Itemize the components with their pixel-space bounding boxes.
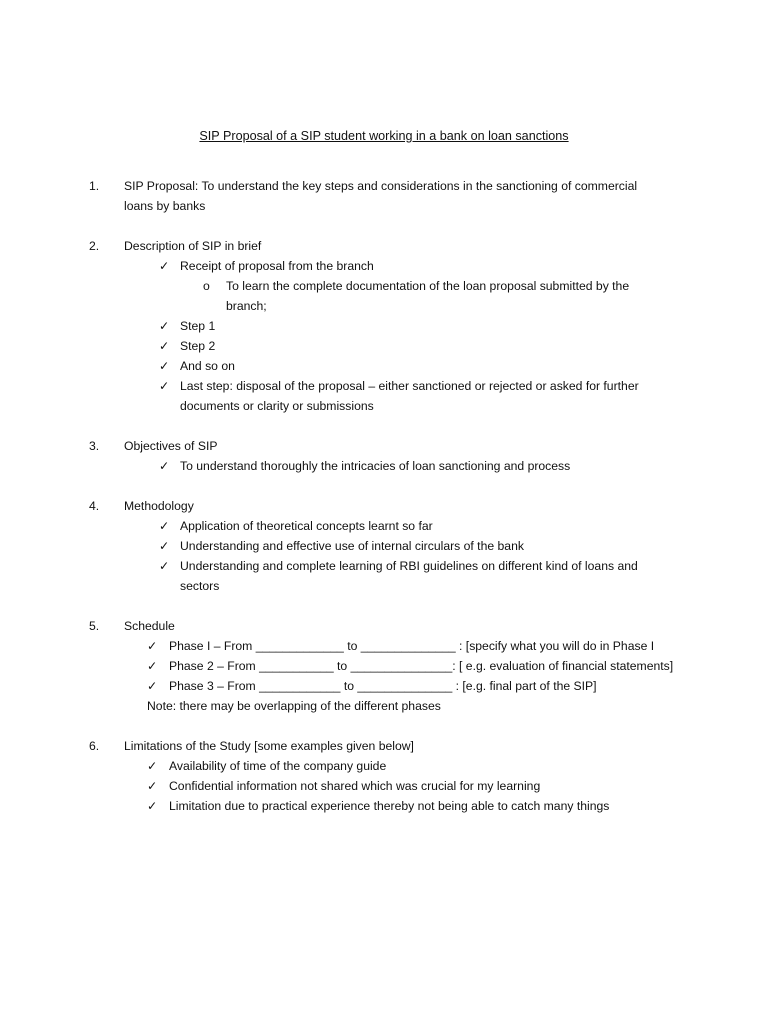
checkmark-icon: ✓ [147,779,158,793]
checkmark-icon: ✓ [159,339,170,353]
checkmark-icon: ✓ [159,359,170,373]
schedule-item-text: Phase 3 – From ____________ to ______________ : [e.g. final part of the SIP] [169,679,597,693]
schedule-item [0,636,768,656]
section-heading-row [0,616,768,636]
section-number: 2. [89,239,100,253]
checkmark-icon: ✓ [159,519,170,533]
section-1-row [0,176,768,196]
checkmark-icon: ✓ [147,759,158,773]
section-number: 3. [89,439,100,453]
section-heading-row [0,736,768,756]
section-1 [0,176,768,216]
checkmark-icon: ✓ [159,559,170,573]
list-item [0,756,768,776]
sub-list-item-text: To learn the complete documentation of the loan proposal submitted by the [226,279,630,293]
section-1-text-line1: SIP Proposal: To understand the key steps and considerations in the sanctioning of commercial [124,179,638,193]
section-heading-row [0,496,768,516]
list-item-text: Understanding and effective use of internal circulars of the bank [180,539,524,553]
list-item-text: Last step: disposal of the proposal – either sanctioned or rejected or asked for further [180,379,639,393]
section-number: 1. [89,179,100,193]
checkmark-icon: ✓ [159,539,170,553]
section-heading: Description of SIP in brief [124,239,262,253]
list-item [0,256,768,276]
section-number: 6. [89,739,100,753]
section-heading: Objectives of SIP [124,439,218,453]
list-item-continuation [0,576,768,596]
schedule-item [0,676,768,696]
list-item-text: Confidential information not shared which was crucial for my learning [169,779,541,793]
checkmark-icon: ✓ [159,379,170,393]
section-6 [0,736,768,816]
list-item [0,516,768,536]
schedule-item [0,656,768,676]
list-item-text: Limitation due to practical experience thereby not being able to catch many things [169,799,610,813]
section-number: 5. [89,619,100,633]
checkmark-icon: ✓ [147,679,158,693]
section-1-row [0,196,768,216]
section-2 [0,236,768,416]
circle-bullet-icon: o [203,279,210,293]
schedule-note-text: Note: there may be overlapping of the different phases [147,699,441,713]
sub-list-item-text: branch; [226,299,267,313]
list-item-text: And so on [180,359,235,373]
checkmark-icon: ✓ [159,319,170,333]
sub-list-item [0,276,768,296]
list-item [0,356,768,376]
checkmark-icon: ✓ [147,659,158,673]
list-item-text: To understand thoroughly the intricacies of loan sanctioning and process [180,459,571,473]
schedule-item-text: Phase 2 – From ___________ to _______________: [ e.g. evaluation of financial statements] [169,659,674,673]
list-item-text: Step 1 [180,319,216,333]
section-3 [0,436,768,476]
list-item-text: Step 2 [180,339,216,353]
list-item [0,776,768,796]
list-item [0,536,768,556]
list-item-text: Receipt of proposal from the branch [180,259,374,273]
checkmark-icon: ✓ [147,799,158,813]
schedule-note [0,696,768,716]
document-title: SIP Proposal of a SIP student working in a bank on loan sanctions [199,129,569,143]
section-4 [0,496,768,596]
section-heading: Limitations of the Study [some examples given below] [124,739,414,753]
list-item-text: Application of theoretical concepts learnt so far [180,519,433,533]
section-heading: Schedule [124,619,175,633]
sub-list-item-continuation [0,296,768,316]
list-item [0,376,768,396]
list-item [0,796,768,816]
checkmark-icon: ✓ [159,259,170,273]
checkmark-icon: ✓ [147,639,158,653]
list-item-text: documents or clarity or submissions [180,399,374,413]
list-item-text: sectors [180,579,220,593]
checkmark-icon: ✓ [159,459,170,473]
list-item [0,456,768,476]
list-item [0,316,768,336]
list-item-continuation [0,396,768,416]
section-heading-row [0,236,768,256]
list-item-text: Understanding and complete learning of RBI guidelines on different kind of loans and [180,559,638,573]
section-heading-row [0,436,768,456]
section-heading: Methodology [124,499,194,513]
list-item [0,336,768,356]
schedule-item-text: Phase I – From _____________ to ______________ : [specify what you will do in Phase I [169,639,655,653]
list-item-text: Availability of time of the company guide [169,759,387,773]
section-1-text-line2: loans by banks [124,199,206,213]
list-item [0,556,768,576]
section-number: 4. [89,499,100,513]
section-5 [0,616,768,716]
